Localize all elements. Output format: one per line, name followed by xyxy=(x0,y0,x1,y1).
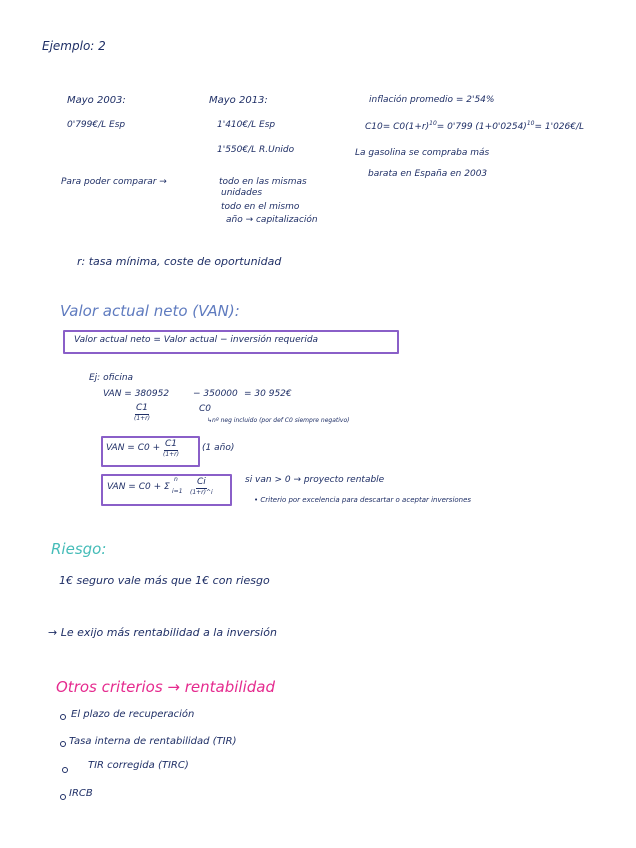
van-definition: Valor actual neto = Valor actual − inversión requerida xyxy=(74,335,319,345)
criteria-item-2: Tasa interna de rentabilidad (TIR) xyxy=(69,736,237,747)
c0-note-text: nº neg incluido (por def C0 siempre negativo) xyxy=(212,417,350,424)
bullet-dot xyxy=(60,714,66,720)
formula2-sum-bottom: i=1 xyxy=(172,488,183,495)
riesgo-heading: Riesgo: xyxy=(51,540,107,558)
page-title: Ejemplo: 2 xyxy=(42,39,106,53)
capitalization-formula xyxy=(365,121,584,132)
van-calc-c: = 30 952€ xyxy=(244,389,292,399)
criteria-item-1: El plazo de recuperación xyxy=(71,709,195,720)
conclusion-line-2: barata en España en 2003 xyxy=(368,169,488,179)
compare-line-4: año → capitalización xyxy=(226,215,318,225)
calc-c1-den: (1+r) xyxy=(134,415,150,422)
calc-c0: C0 xyxy=(199,404,212,414)
riesgo-line-2: → Le exijo más rentabilidad a la inversión xyxy=(48,626,277,639)
price-2003: 0'799€/L Esp xyxy=(67,120,126,130)
van-calc-b: − 350000 xyxy=(193,389,238,399)
calc-c1-num: C1 xyxy=(135,403,148,413)
compare-line-1: todo en las mismas xyxy=(219,177,307,187)
van-calc-a: VAN = 380952 xyxy=(103,389,170,399)
formula-exp-2: 10 xyxy=(526,120,535,127)
date-2003: Mayo 2003: xyxy=(67,95,126,106)
formula2-fraction xyxy=(190,478,213,496)
formula2-num: Ci xyxy=(196,477,206,487)
c0-note: ↳nº neg incluido (por def C0 siempre negativo) xyxy=(207,417,350,424)
inflation-text: inflación promedio = 2'54% xyxy=(369,95,495,105)
formula2-sum-top: n xyxy=(174,476,178,483)
price-2013-uk: 1'550€/L R.Unido xyxy=(217,145,295,155)
formula-left: C10= C0(1+r) xyxy=(365,122,430,132)
formula2-lhs: VAN = C0 + Σ xyxy=(107,482,170,492)
criteria-item-3: TIR corregida (TIRC) xyxy=(88,760,189,771)
formula1-num: C1 xyxy=(164,439,177,449)
compare-line-2: unidades xyxy=(221,188,263,198)
bullet-dot xyxy=(60,741,66,747)
van-rule: si van > 0 → proyecto rentable xyxy=(245,475,385,485)
formula1-note: (1 año) xyxy=(202,443,235,453)
compare-line-3: todo en el mismo xyxy=(221,202,300,212)
example-label: Ej: oficina xyxy=(89,373,134,383)
criteria-item-4: IRCB xyxy=(69,788,93,799)
compare-lead: Para poder comparar → xyxy=(61,177,167,187)
formula-exp-1: 10 xyxy=(429,120,437,127)
van-heading: Valor actual neto (VAN): xyxy=(60,302,240,320)
formula-mid: = 0'799 (1+0'0254) xyxy=(436,122,527,132)
bullet-dot xyxy=(62,767,68,773)
formula1-lhs: VAN = C0 + xyxy=(106,443,161,453)
date-2013: Mayo 2013: xyxy=(209,95,268,106)
otros-heading: Otros criterios → rentabilidad xyxy=(56,678,275,696)
price-2013-es: 1'410€/L Esp xyxy=(217,120,276,130)
r-definition: r: tasa mínima, coste de oportunidad xyxy=(77,255,282,268)
formula1-fraction xyxy=(163,440,179,458)
formula1-den: (1+r) xyxy=(163,451,179,458)
riesgo-line-1: 1€ seguro vale más que 1€ con riesgo xyxy=(59,574,270,587)
formula-right: = 1'026€/L xyxy=(534,122,585,132)
van-criterion: • Criterio por excelencia para descartar o aceptar inversiones xyxy=(254,496,472,504)
conclusion-line-1: La gasolina se compraba más xyxy=(355,148,490,158)
formula2-den: (1+r)^i xyxy=(190,489,213,496)
bullet-dot xyxy=(60,794,66,800)
calc-c1-fraction xyxy=(134,404,150,422)
